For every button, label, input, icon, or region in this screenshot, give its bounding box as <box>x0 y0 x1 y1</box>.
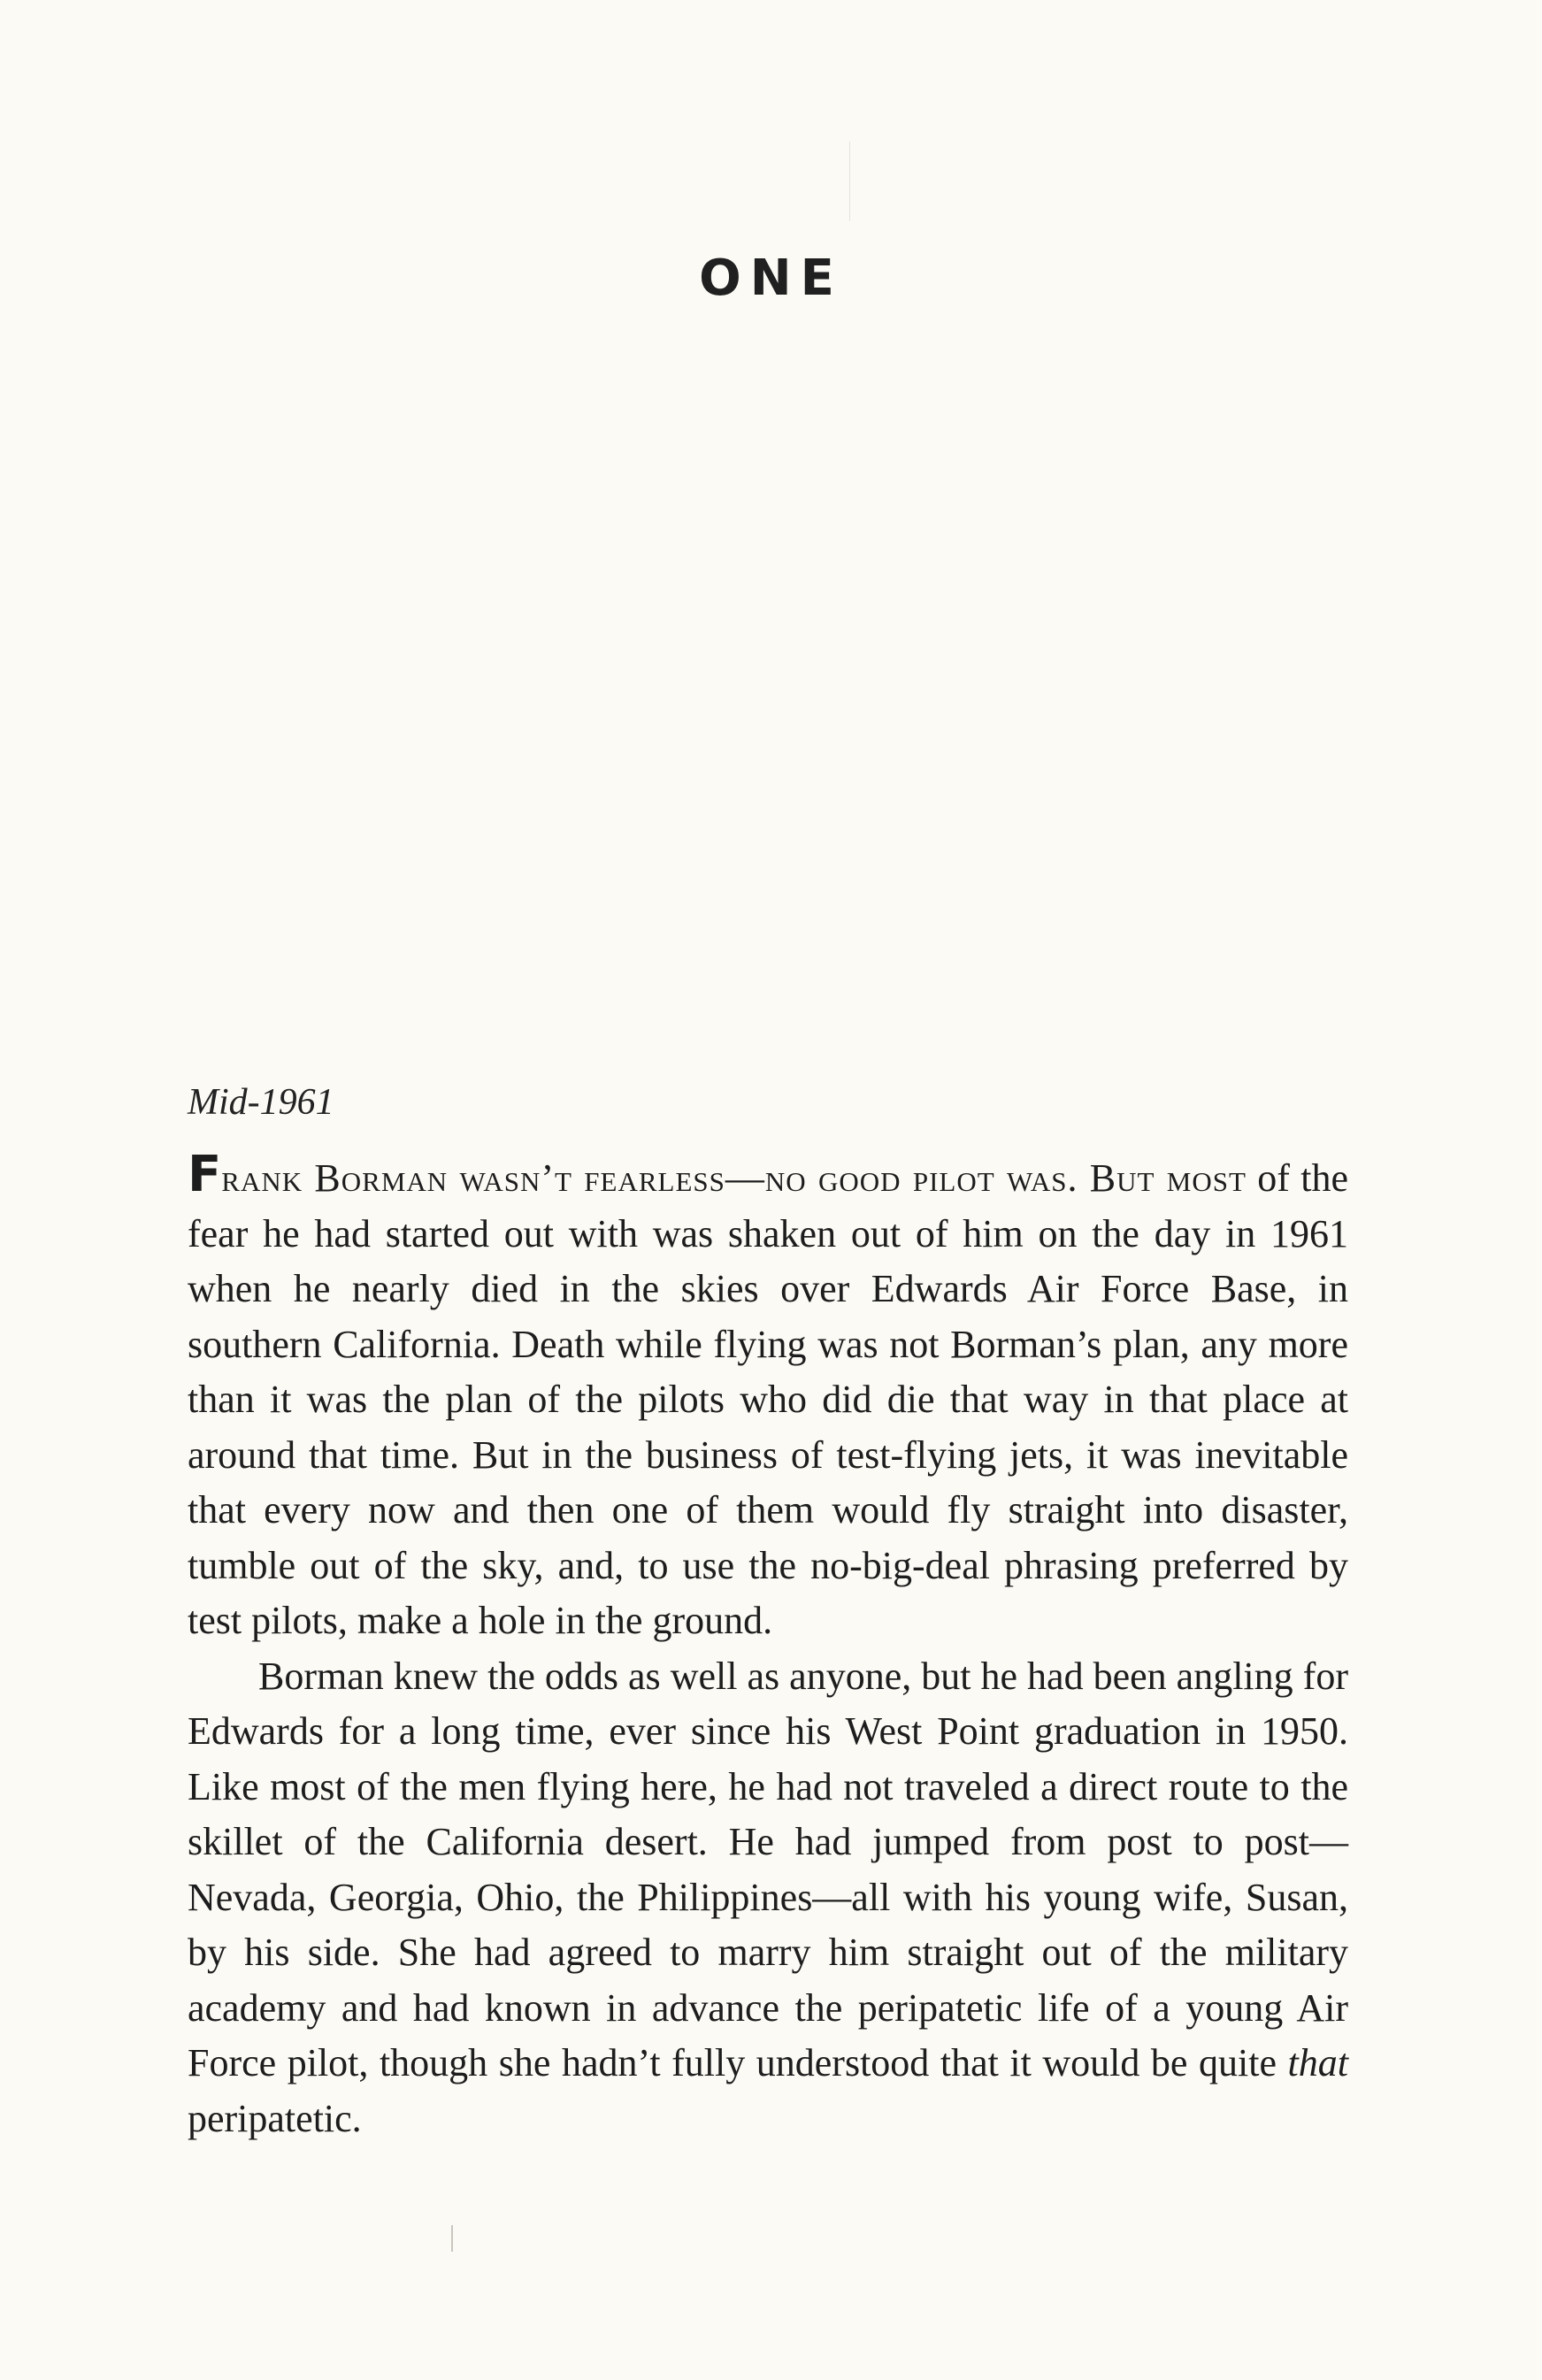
paragraph-2 <box>188 1649 1348 2147</box>
paragraph-2-ending: peripatetic. <box>188 2096 362 2140</box>
chapter-body <box>188 1146 1349 2146</box>
paragraph-1 <box>188 1146 1349 1649</box>
paragraph-2-text: Borman knew the odds as well as anyone, but he had been angling for Edwards for a long time, ever since his West Point graduation in 1950. Like most of the men flying here, he had not traveled a direct route to the skillet of the California desert. He had jumped from post to post—Nevada, Georgia, Ohio, the Philippines—all with his young wife, Susan, by his side. She had agreed to marry him straight out of the military academy and had known in advance the peripatetic life of a young Air Force pilot, though she hadn’t fully understood that it would be quite <box>188 1654 1348 2084</box>
paragraph-1-text: of the fear he had started out with was shaken out of him on the day in 1961 when he nearly died in the skies over Edwards Air Force Base, in southern California. Death while flying was not Borman’s plan, any more than it was the plan of the pilots who did die that way in that place at around that time. But in the business of test-flying jets, it was inevitable that every now and then one of them would fly straight into disaster, tumble out of the sky, and, to use the no-big-deal phrasing preferred by test pilots, make a hole in the ground. <box>188 1156 1349 1642</box>
scan-mark <box>849 142 850 221</box>
chapter-title: ONE <box>699 250 843 307</box>
emphasis-word: that <box>1287 2041 1348 2084</box>
drop-cap: F <box>188 1146 222 1203</box>
scan-mark <box>451 2225 453 2252</box>
dateline: Mid-1961 <box>188 1082 334 1123</box>
paragraph-lead-in: rank Borman wasn’t fearless—no good pilot was. But most <box>221 1156 1247 1200</box>
